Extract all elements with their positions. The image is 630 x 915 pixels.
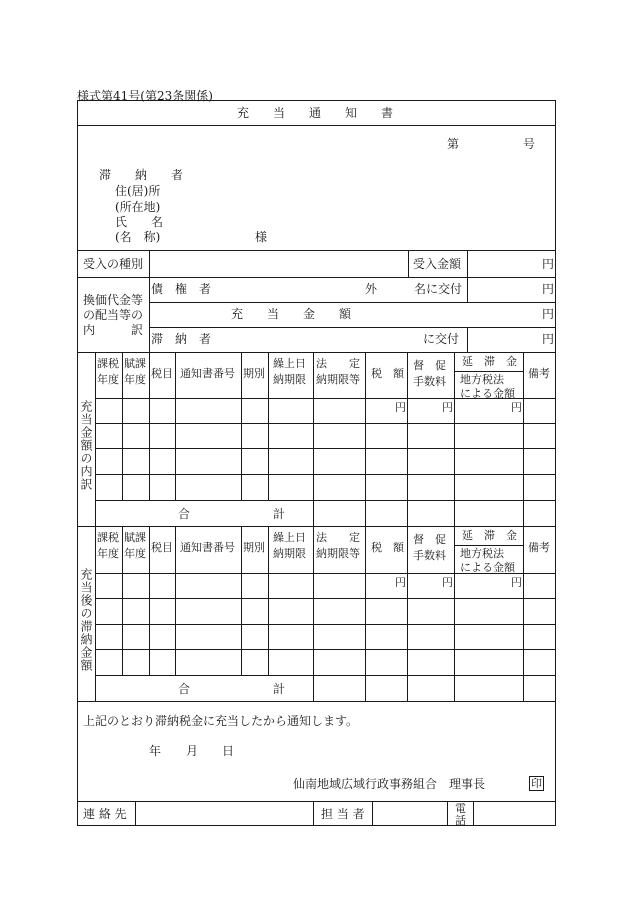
taino-label: 滞 納 者 [151,332,212,346]
s1-tokusoku-2: 手数料 [413,375,446,388]
juto-kingaku-label: 充 当 金 額 [231,307,352,321]
receipt-yen: 円 [542,257,555,271]
number-go: 号 [523,137,536,151]
s1-entai-1: 延 滞 金 [462,355,517,368]
juto-yen: 円 [542,307,555,321]
s1-fuka-2: 年度 [124,373,146,386]
taino-ni-kofu: に交付 [423,332,460,346]
s2-zeigaku-yen: 円 [395,576,406,589]
s2-entai-2: 地方税法 [460,547,504,560]
s2-total-go: 合 [178,682,191,696]
s2-hotei-2: 納期限等 [316,547,360,560]
issuer: 仙南地域広域行政事務組合 理事長 [293,777,486,791]
distribution-label-2: の配当等の [83,308,144,322]
s2-tokusoku-2: 手数料 [413,549,446,562]
date-tsuki: 月 [186,744,199,758]
s1-total-kei: 計 [273,507,286,521]
recipient-taino: 滞 納 者 [99,168,184,182]
s2-entai-3: による金額 [460,561,515,574]
distribution-label-1: 換価代金等 [83,293,144,307]
receipt-type-label: 受入の種別 [83,257,144,271]
s2-entai-yen: 円 [511,576,522,589]
recipient-meisho: (名 称) [115,230,161,244]
taino-yen: 円 [542,332,555,346]
s2-entai-1: 延 滞 金 [462,529,517,542]
s1-kibetsu: 期別 [243,367,265,380]
s1-total-go: 合 [178,507,191,521]
section1-label: 充当金額の内訳 [79,400,93,491]
s1-zeigaku-yen: 円 [395,401,406,414]
creditor-soto: 外 [365,282,378,296]
date-nen: 年 [149,744,162,758]
s1-zeimoku: 税目 [151,367,173,380]
s2-hotei-1: 法 定 [316,531,360,544]
s2-kazei-1: 課税 [97,531,119,544]
footer-tanto: 担 当 者 [321,807,365,821]
s2-kuriage-1: 繰上日 [273,531,306,544]
s2-tokusoku-yen: 円 [442,576,453,589]
s2-kuriage-2: 納期限 [273,547,306,560]
creditor-yen: 円 [542,282,555,296]
s2-kazei-2: 年度 [97,547,119,560]
date-hi: 日 [222,744,235,758]
s2-total-kei: 計 [273,682,286,696]
s1-hotei-2: 納期限等 [316,373,360,386]
s2-biko: 備考 [528,541,550,554]
number-dai: 第 [447,137,460,151]
s1-entai-2: 地方税法 [460,373,504,386]
receipt-amount-label: 受入金額 [413,257,462,271]
creditor-mei-kofu: 名に交付 [414,282,463,296]
seal-icon: 印 [531,777,542,790]
footer-denwa-2: 話 [455,814,466,827]
footer-contact: 連 絡 先 [83,807,127,821]
s1-kuriage-2: 納期限 [273,373,306,386]
form-title: 充 当 通 知 書 [237,106,394,120]
recipient-sama: 様 [255,230,268,244]
s2-tokusoku-1: 督 促 [413,533,446,546]
form-number: 様式第41号(第23条関係) [77,89,213,103]
s1-kazei-1: 課税 [97,357,119,370]
s2-fuka-2: 年度 [124,547,146,560]
s1-fuka-1: 賦課 [124,357,146,370]
s1-entai-3: による金額 [460,387,515,400]
s1-zeigaku: 税 額 [371,367,404,380]
s2-zeimoku: 税目 [151,541,173,554]
s1-entai-yen: 円 [511,401,522,414]
distribution-label-3: 内 訳 [83,323,144,337]
notice-form [77,100,556,826]
recipient-shimei: 氏 名 [115,215,164,229]
footer-denwa-1: 電 [455,802,466,815]
creditor-label: 債 権 者 [151,282,212,296]
s1-kuriage-1: 繰上日 [273,357,306,370]
s1-tokusoku-1: 督 促 [413,359,446,372]
s1-kazei-2: 年度 [97,373,119,386]
section2-label: 充当後の滞納金額 [79,568,93,672]
recipient-shozaichi: (所在地) [115,200,161,214]
s2-zeigaku: 税 額 [371,541,404,554]
s2-kibetsu: 期別 [243,541,265,554]
s1-hotei-1: 法 定 [316,357,360,370]
notice-text: 上記のとおり滞納税金に充当したから通知します。 [83,714,359,728]
s2-fuka-1: 賦課 [124,531,146,544]
s1-tokusoku-yen: 円 [442,401,453,414]
s1-tsuchisho: 通知書番号 [180,367,235,380]
s1-biko: 備考 [528,367,550,380]
s2-tsuchisho: 通知書番号 [180,541,235,554]
recipient-jukyo: 住(居)所 [115,184,161,198]
